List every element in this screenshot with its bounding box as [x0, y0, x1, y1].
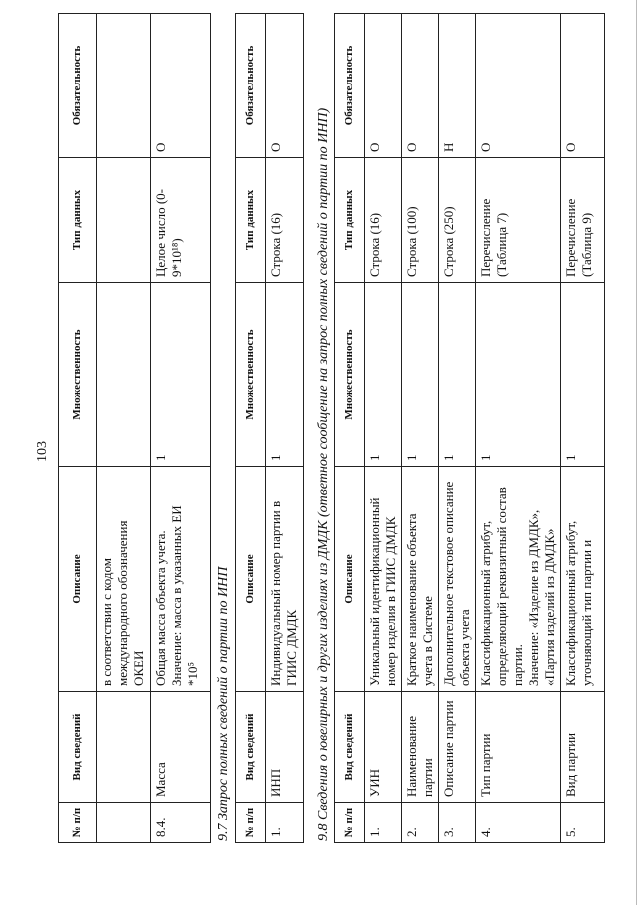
desc-line: уточняющий тип партии и: [579, 539, 594, 686]
table-row: [561, 14, 605, 843]
cell-req: О: [561, 14, 605, 158]
cell-kind: УИН: [365, 692, 402, 803]
col-header-mult: Множественность: [236, 283, 266, 467]
cell-mult: 1: [365, 283, 402, 467]
col-header-desc: Описание: [59, 467, 97, 692]
col-header-req: Обязательность: [59, 14, 97, 158]
table-header-row: [59, 14, 97, 843]
col-header-kind: Вид сведений: [59, 692, 97, 803]
table-9-7: [235, 13, 304, 843]
section-title-9-8: 9.8 Сведения о ювелирных и других изделиях из ДМДК (ответное сообщение на запрос полных сведений о партии по ИНП): [316, 107, 331, 841]
cell-type: Строка (250): [439, 158, 476, 283]
cell-kind: [97, 692, 151, 803]
cell-num: 1.: [266, 803, 304, 843]
cell-num: 4.: [476, 803, 561, 843]
cell-type: Перечисление (Таблица 7): [476, 158, 561, 283]
page-number: 103: [35, 441, 50, 462]
cell-type: Целое число (0-9*10¹⁸): [151, 158, 211, 283]
table-row: [151, 14, 211, 843]
table-row: [266, 14, 304, 843]
desc-line: *10⁵: [185, 661, 200, 686]
col-header-mult: Множественность: [335, 283, 365, 467]
cell-mult: 1: [476, 283, 561, 467]
cell-desc: [266, 467, 304, 692]
col-header-desc: Описание: [236, 467, 266, 692]
col-header-kind: Вид сведений: [236, 692, 266, 803]
cell-desc: [476, 467, 561, 692]
desc-line: номер изделия в ГИИС ДМДК: [383, 516, 398, 686]
desc-line: Значение: «Изделие из ДМДК»,: [526, 509, 541, 686]
table-header-row: [335, 14, 365, 843]
cell-req: О: [476, 14, 561, 158]
cell-mult: 1: [561, 283, 605, 467]
cell-desc: [439, 467, 476, 692]
desc-line: ОКЕИ: [131, 650, 146, 686]
desc-line: партии.: [510, 644, 525, 686]
desc-line: Индивидуальный номер партии в: [268, 500, 283, 686]
cell-num: 2.: [402, 803, 439, 843]
cell-mult: [97, 283, 151, 467]
col-header-type: Тип данных: [335, 158, 365, 283]
cell-kind: Тип партии: [476, 692, 561, 803]
col-header-req: Обязательность: [335, 14, 365, 158]
table-row: [97, 14, 151, 843]
col-header-num: № п/п: [236, 803, 266, 843]
desc-line: определяющий реквизитный состав: [494, 487, 509, 686]
desc-line: Дополнительное текстовое описание: [441, 481, 456, 686]
cell-mult: 1: [402, 283, 439, 467]
cell-num: 8.4.: [151, 803, 211, 843]
desc-line: объекта учета: [457, 609, 472, 686]
cell-mult: 1: [266, 283, 304, 467]
cell-kind: Масса: [151, 692, 211, 803]
section-title-9-7: 9.7 Запрос полных сведений о партии по ИНП: [216, 566, 231, 841]
cell-req: [97, 14, 151, 158]
cell-type: Строка (16): [266, 158, 304, 283]
table-continuation: [58, 13, 211, 843]
table-header-row: [236, 14, 266, 843]
table-9-8: [334, 13, 605, 843]
col-header-type: Тип данных: [59, 158, 97, 283]
desc-line: Уникальный идентификационный: [367, 497, 382, 686]
cell-desc: [97, 467, 151, 692]
cell-kind: Наименование партии: [402, 692, 439, 803]
cell-type: Перечисление (Таблица 9): [561, 158, 605, 283]
desc-line: в соответствии с кодом: [99, 558, 114, 686]
table-row: [476, 14, 561, 843]
col-header-num: № п/п: [335, 803, 365, 843]
cell-type: [97, 158, 151, 283]
col-header-type: Тип данных: [236, 158, 266, 283]
cell-desc: [402, 467, 439, 692]
table-row: [439, 14, 476, 843]
cell-mult: 1: [439, 283, 476, 467]
cell-type: Строка (16): [365, 158, 402, 283]
cell-req: О: [365, 14, 402, 158]
desc-line: «Партия изделий из ДМДК»: [542, 528, 557, 686]
cell-req: О: [151, 14, 211, 158]
desc-line: Краткое наименование объекта: [404, 513, 419, 686]
col-header-num: № п/п: [59, 803, 97, 843]
col-header-req: Обязательность: [236, 14, 266, 158]
desc-line: ГИИС ДМДК: [284, 609, 299, 686]
desc-line: учета в Системе: [420, 596, 435, 686]
cell-num: [97, 803, 151, 843]
cell-req: Н: [439, 14, 476, 158]
col-header-desc: Описание: [335, 467, 365, 692]
cell-req: О: [266, 14, 304, 158]
desc-line: Классификационный атрибут,: [563, 520, 578, 686]
cell-req: О: [402, 14, 439, 158]
cell-kind: Описание партии: [439, 692, 476, 803]
cell-num: 1.: [365, 803, 402, 843]
desc-line: Значение: масса в указанных ЕИ: [169, 505, 184, 686]
desc-line: Общая масса объекта учета.: [153, 530, 168, 686]
table-row: [402, 14, 439, 843]
cell-num: 3.: [439, 803, 476, 843]
cell-desc: [561, 467, 605, 692]
scan-edge-line: [636, 0, 637, 905]
col-header-mult: Множественность: [59, 283, 97, 467]
desc-line: Классификационный атрибут,: [478, 520, 493, 686]
cell-desc: [365, 467, 402, 692]
desc-line: международного обозначения: [115, 520, 130, 686]
col-header-kind: Вид сведений: [335, 692, 365, 803]
cell-num: 5.: [561, 803, 605, 843]
table-row: [365, 14, 402, 843]
cell-kind: ИНП: [266, 692, 304, 803]
cell-mult: 1: [151, 283, 211, 467]
cell-desc: [151, 467, 211, 692]
cell-type: Строка (100): [402, 158, 439, 283]
cell-kind: Вид партии: [561, 692, 605, 803]
